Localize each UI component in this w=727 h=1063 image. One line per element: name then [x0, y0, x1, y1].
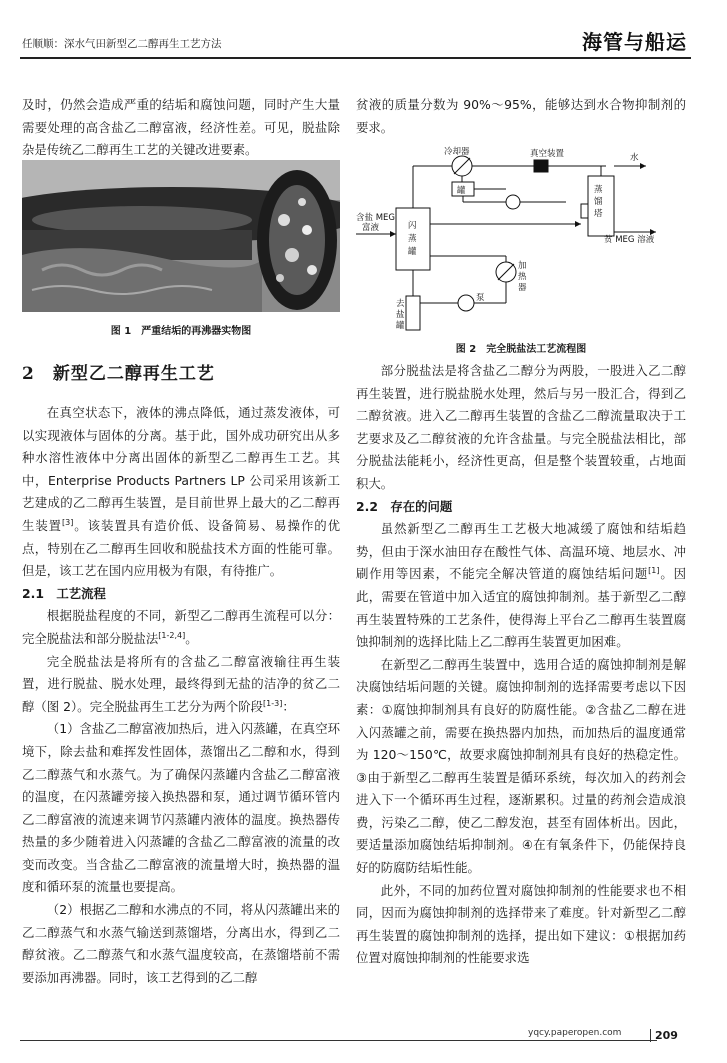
paragraph: 在新型乙二醇再生装置中，选用合适的腐蚀抑制剂是解决腐蚀结垢问题的关键。腐蚀抑制剂的选择需要考虑以下因素：①腐蚀抑制剂具有良好的防腐性能。②含盐乙二醇在进入闪蒸罐之前，需要在换热器内加热，而加热后的温度通常为 120～150℃，故要求腐蚀抑制剂具有良好的热稳定性。③由于新型乙二醇再生装置是循环系统，每次加入的药剂会进入下一个循环再生过程，逐渐累积。过量的药剂会造成浪费，污染乙二醇，使乙二醇发泡，甚至有固体析出。因此，要适量添加腐蚀结垢抑制剂。④在有氧条件下，仍能保持良好的防腐防结垢性能。 — [356, 656, 686, 876]
footer-rule — [20, 1040, 657, 1041]
vacuum-device-shape — [534, 160, 548, 172]
subsection-title: 2.2 存在的问题 — [356, 498, 453, 514]
citation: [1] — [648, 566, 660, 576]
label-water: 水 — [630, 153, 639, 163]
label-heater-3: 器 — [518, 283, 527, 293]
label-desalt-2: 盐 — [396, 310, 405, 320]
label-column-2: 馏 — [594, 197, 603, 207]
right-top-text — [356, 94, 686, 139]
journal-name: 海管与船运 — [582, 30, 687, 54]
label-column-3: 塔 — [594, 209, 603, 219]
citation: [3] — [62, 517, 74, 527]
citation: [1-3] — [263, 698, 283, 708]
label-desalt-3: 罐 — [396, 321, 405, 331]
right-body — [356, 360, 686, 970]
desalting-tank-shape — [406, 296, 420, 330]
paragraph: 完全脱盐法是将所有的含盐乙二醇富液输往再生装置，进行脱盐、脱水处理，最终得到无盐的洁净的贫乙二醇（图 2）。完全脱盐再生工艺分为两个阶段[1-3]： — [22, 653, 340, 714]
reboiler-photo — [22, 160, 340, 312]
label-rich-feed-1: 含盐 MEG — [356, 213, 395, 223]
subsection-title: 2.1 工艺流程 — [22, 585, 106, 601]
header-rule — [20, 57, 691, 59]
left-top-text — [22, 94, 340, 162]
left-body — [22, 360, 340, 989]
paragraph: 及时，仍然会造成严重的结垢和腐蚀问题，同时产生大量需要处理的高含盐乙二醇富液，经济性差。可见，脱盐除杂是传统乙二醇再生工艺的关键改进要素。 — [22, 97, 340, 158]
paragraph: 部分脱盐法是将含盐乙二醇分为两股，一股进入乙二醇再生装置，进行脱盐脱水处理，然后与另一股汇合，得到乙二醇贫液。进入乙二醇再生装置的含盐乙二醇流量取决于工艺要求及乙二醇贫液的允许含盐量。与完全脱盐法相比，部分脱盐法能耗小，经济性更高，但是整个装置较重，占地面积大。 — [356, 363, 686, 491]
citation: [1-2,4] — [158, 630, 186, 640]
label-desalt-1: 去 — [396, 299, 405, 309]
paragraph: 此外，不同的加药位置对腐蚀抑制剂的性能要求也不相同，因而为腐蚀抑制剂的选择带来了难度。针对新型乙二醇再生装置的腐蚀抑制剂的选择，提出如下建议：①根据加药位置对腐蚀抑制剂的性能要求选 — [356, 882, 686, 966]
label-flash-2: 蒸 — [408, 234, 417, 244]
section-title: 2 新型乙二醇再生工艺 — [22, 364, 215, 384]
pump-shape — [458, 295, 474, 311]
running-title: 任顺顺：深水气田新型乙二醇再生工艺方法 — [22, 38, 222, 50]
label-vacuum: 真空装置 — [530, 149, 565, 159]
paragraph: 根据脱盐程度的不同，新型乙二醇再生流程可以分：完全脱盐法和部分脱盐法[1-2,4]。 — [22, 608, 340, 646]
paragraph: （1）含盐乙二醇富液加热后，进入闪蒸罐，在真空环境下，除去盐和难挥发性固体，蒸馏出乙二醇和水，得到乙二醇蒸气和水蒸气。为了确保闪蒸罐内含盐乙二醇富液的温度，在闪蒸罐旁接入换热器和泵，通过调节循环管内乙二醇富液的流速来调节闪蒸罐内液体的温度。换热器传热量的多少随着进入闪蒸罐的含盐乙二醇富液的流量的改变而改变。当含盐乙二醇富液的流量增大时，换热器的温度和循环泵的流量也要提高。 — [22, 721, 340, 895]
figure1-caption: 图 1 严重结垢的再沸器实物图 — [110, 326, 252, 337]
paragraph: 在真空状态下，液体的沸点降低，通过蒸发液体，可以实现液体与固体的分离。基于此，国外成功研究出从多种水溶性液体中分离出固体的新型乙二醇再生工艺。其中，Enterprise Products Partners LP 公司采用该新工艺建成的乙二醇再生装置，是目前世界上最大的乙二醇再生装置[3]。该装置具有造价低、设备简易、易操作的优点，特别在乙二醇再生回收和脱盐技术方面的性能可靠。但是，该工艺在国内应用极为有限，有待推广。 — [22, 405, 341, 579]
footer-url: yqcy.paperopen.com — [528, 1028, 622, 1038]
page-number: 209 — [650, 1029, 682, 1042]
reboiler-photo-image — [22, 160, 340, 312]
small-pump-shape — [506, 195, 520, 209]
label-heater-1: 加 — [518, 261, 527, 271]
process-flow-diagram — [356, 146, 686, 338]
paragraph: 虽然新型乙二醇再生工艺极大地减缓了腐蚀和结垢趋势，但由于深水油田存在酸性气体、高温环境、地层水、冲刷作用等因素，不能完全解决管道的腐蚀结垢问题[1]。因此，需要在管道中加入适宜的腐蚀抑制剂。基于新型乙二醇再生装置特殊的工艺条件，使得海上平台乙二醇再生装置腐蚀抑制剂的选择比陆上乙二醇再生装置更加困难。 — [356, 521, 687, 650]
paragraph: 贫液的质量分数为 90%～95%，能够达到水合物抑制剂的要求。 — [356, 97, 686, 135]
figure2-caption: 图 2 完全脱盐法工艺流程图 — [455, 344, 587, 355]
label-pump: 泵 — [476, 293, 485, 303]
paragraph: （2）根据乙二醇和水沸点的不同，将从闪蒸罐出来的乙二醇蒸气和水蒸气输送到蒸馏塔，分离出水，得到乙二醇贫液。乙二醇蒸气和水蒸气温度较高，在蒸馏塔前不需要添加再沸器。同时，该工艺得到的乙二醇 — [22, 902, 340, 985]
label-cooler: 冷却器 — [444, 147, 470, 157]
label-heater-2: 热 — [518, 272, 527, 282]
label-flash-3: 罐 — [408, 247, 417, 257]
label-tank: 罐 — [457, 186, 466, 196]
label-rich-feed-2: 富液 — [362, 223, 380, 233]
label-lean-meg: 贫 MEG 溶液 — [604, 235, 655, 245]
label-column-1: 蒸 — [594, 185, 603, 195]
label-flash-1: 闪 — [408, 221, 417, 231]
